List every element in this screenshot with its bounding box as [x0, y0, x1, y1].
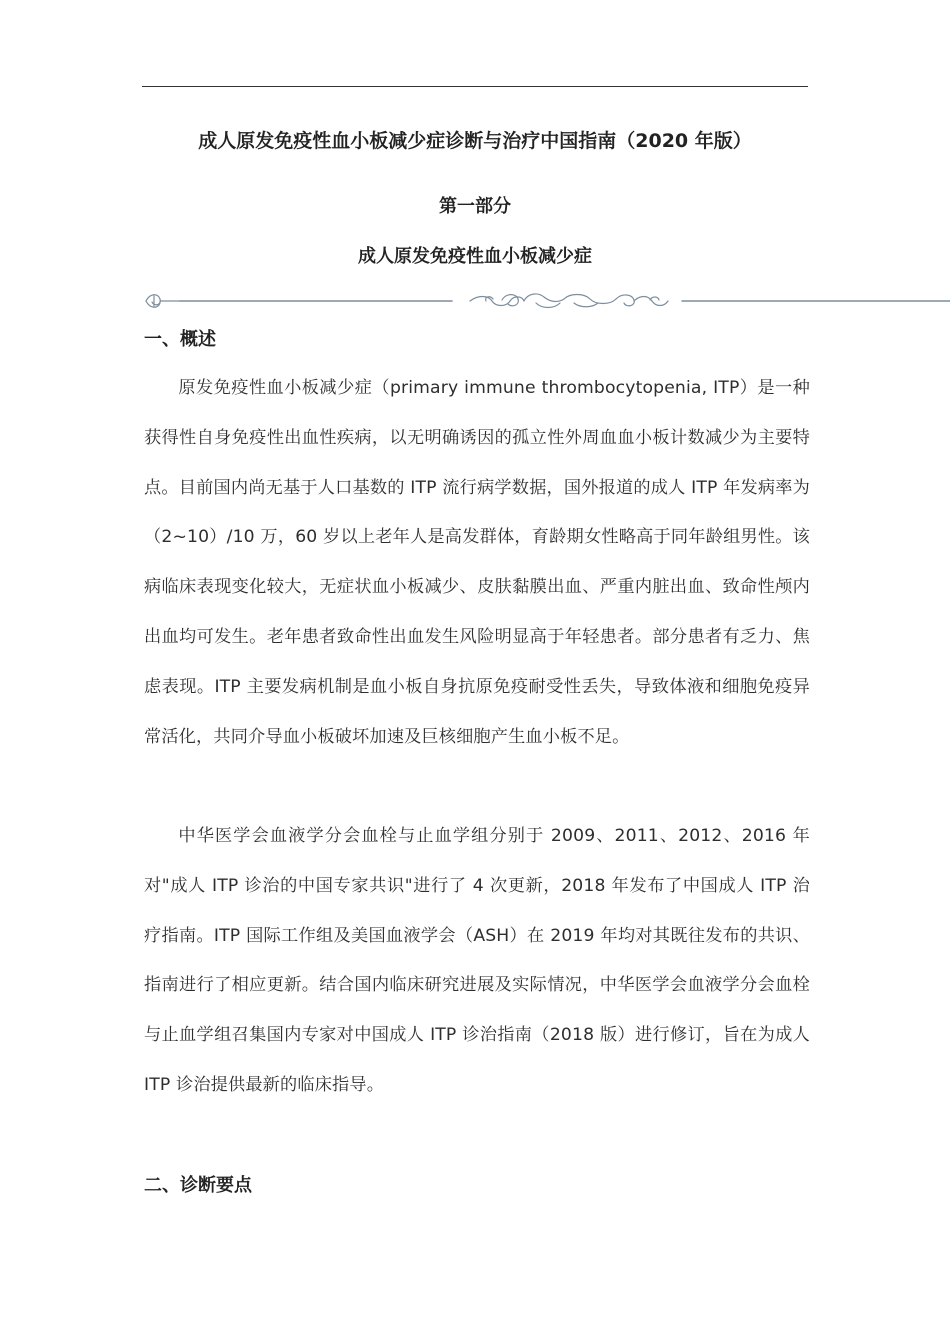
header-rule — [142, 86, 808, 87]
decorative-divider — [140, 287, 950, 315]
document-title: 成人原发免疫性血小板减少症诊断与治疗中国指南（2020 年版） — [198, 130, 752, 152]
paragraph-overview-2: 中华医学会血液学分会血栓与止血学组分别于 2009、2011、2012、2016 年对"成人 ITP 诊治的中国专家共识"进行了 4 次更新，2018 年发布了中国成人 ITP 治疗指南。ITP 国际工作组及美国血液学会（ASH）在 2019 年均对其既往发布的共识、指南进行了相应更新。结合国内临床研究进展及实际情况，中华医学会血液学分会血栓与止血学组召集国内专家对中国成人 ITP 诊治指南（2018 版）进行修订，旨在为成人 ITP 诊治提供最新的临床指导。 — [144, 826, 810, 1095]
section-heading-overview: 一、概述 — [144, 329, 216, 350]
paragraph-overview-1: 原发免疫性血小板减少症（primary immune thrombocytopenia, ITP）是一种获得性自身免疫性出血性疾病，以无明确诱因的孤立性外周血血小板计数减少为主要特点。目前国内尚无基于人口基数的 ITP 流行病学数据，国外报道的成人 ITP 年发病率为（2~10）/10 万，60 岁以上老年人是高发群体，育龄期女性略高于同年龄组男性。该病临床表现变化较大，无症状血小板减少、皮肤黏膜出血、严重内脏出血、致命性颅内出血均可发生。老年患者致命性出血发生风险明显高于年轻患者。部分患者有乏力、焦虑表现。ITP 主要发病机制是血小板自身抗原免疫耐受性丢失，导致体液和细胞免疫异常活化，共同介导血小板破坏加速及巨核细胞产生血小板不足。 — [144, 378, 810, 747]
part-title: 第一部分 — [439, 196, 511, 217]
part-subtitle: 成人原发免疫性血小板减少症 — [358, 246, 592, 267]
section-heading-diagnosis: 二、诊断要点 — [144, 1175, 252, 1196]
